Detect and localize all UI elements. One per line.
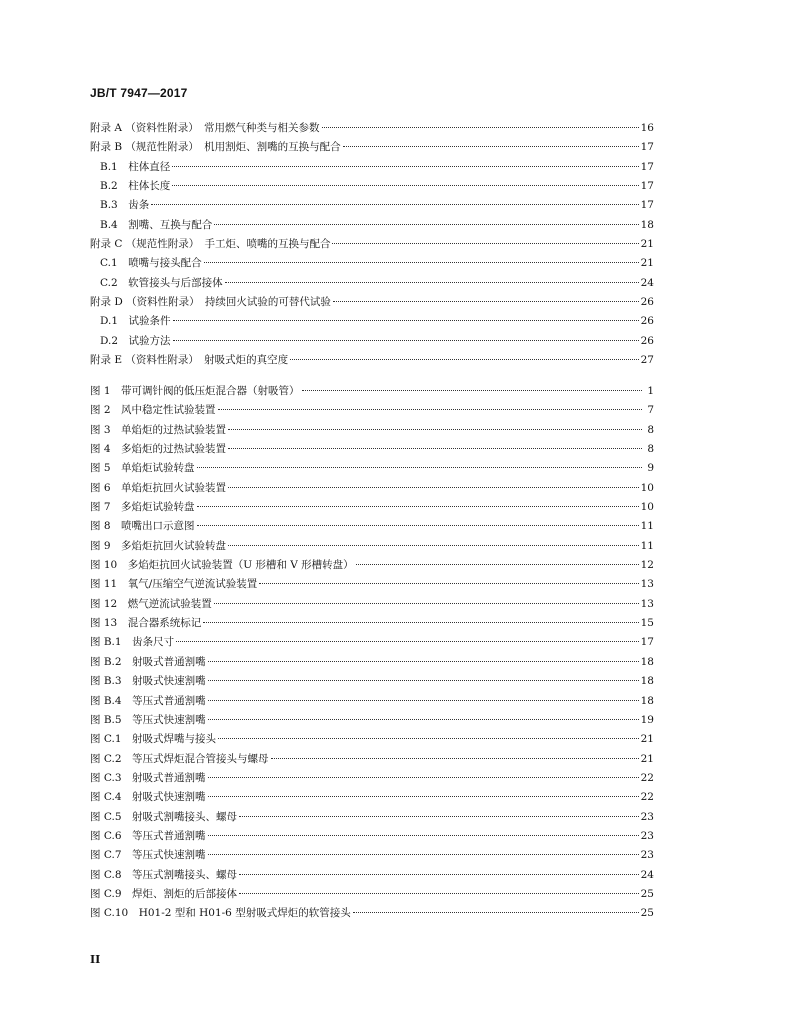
toc-annex-entry[interactable]	[90, 196, 654, 215]
toc-entry-title: 图 9 多焰炬抗回火试验转盘	[90, 539, 227, 552]
toc-figure-entry[interactable]	[90, 459, 654, 478]
toc-entry-title: D.2 试验方法	[100, 334, 171, 347]
toc-entry-title: 图 1 带可调针阀的低压炬混合器（射吸管）	[90, 385, 300, 397]
toc-entry-page: 23	[640, 829, 654, 842]
toc-figure-entry[interactable]	[90, 788, 654, 807]
toc-annex-entry[interactable]	[90, 119, 654, 138]
dot-leader	[356, 564, 639, 565]
toc-entry-title: 图 C.9 焊炬、割炬的后部接体	[90, 887, 238, 900]
dot-leader	[302, 390, 642, 391]
toc-entry-title: 图 C.5 射吸式割嘴接头、螺母	[90, 810, 238, 823]
toc-entry-title: 图 C.7 等压式快速割嘴	[90, 849, 206, 862]
toc-entry-title: 图 12 燃气逆流试验装置	[90, 597, 212, 610]
toc-entry-title: 图 C.6 等压式普通割嘴	[90, 829, 206, 842]
dot-leader	[353, 912, 639, 913]
toc-entry-title: B.2 柱体长度	[100, 180, 171, 193]
toc-entry-page: 26	[640, 334, 654, 347]
toc-figure-entry[interactable]	[90, 595, 654, 614]
dot-leader	[259, 583, 638, 584]
toc-entry-page: 10	[640, 501, 654, 514]
toc-entry-page: 21	[640, 238, 654, 251]
toc-entry-page: 26	[640, 315, 654, 328]
toc-entry-page: 22	[640, 791, 654, 804]
toc-figure-entry[interactable]	[90, 556, 654, 575]
toc-entry-title: 图 11 氧气/压缩空气逆流试验装置	[90, 578, 258, 591]
toc-entry-title: 图 B.2 射吸式普通割嘴	[90, 655, 206, 668]
dot-leader	[172, 185, 638, 186]
toc-entry-title: 图 B.5 等压式快速割嘴	[90, 713, 206, 726]
toc-entry-page: 26	[640, 296, 654, 309]
dot-leader	[197, 467, 642, 468]
toc-entry-title: 图 C.10 H01-2 型和 H01-6 型射吸式焊炬的软管接头	[90, 907, 351, 920]
toc-entry-page: 23	[640, 810, 654, 823]
toc-annex-entry[interactable]	[90, 216, 654, 235]
dot-leader	[214, 603, 639, 604]
toc-entry-title: 图 B.4 等压式普通割嘴	[90, 694, 206, 707]
toc-entry-title: D.1 试验条件	[100, 315, 171, 328]
toc-entry-page: 27	[640, 354, 654, 367]
toc-entry-title: 图 13 混合器系统标记	[90, 617, 202, 630]
toc-annex-entry[interactable]	[90, 158, 654, 177]
dot-leader	[239, 874, 639, 875]
toc-figure-entry[interactable]	[90, 769, 654, 788]
toc-figure-entry[interactable]	[90, 421, 654, 440]
dot-leader	[203, 622, 638, 623]
dot-leader	[228, 448, 642, 449]
toc-figures	[90, 382, 654, 924]
toc-annex-entry[interactable]	[90, 235, 654, 254]
toc-entry-page: 24	[640, 868, 654, 881]
toc-entry-title: 图 B.1 齿条尺寸	[90, 636, 175, 649]
toc-entry-page: 21	[640, 257, 654, 270]
toc-entry-page: 18	[640, 694, 654, 707]
dot-leader	[208, 777, 639, 778]
toc-entry-title: B.3 齿条	[100, 199, 150, 212]
dot-leader	[239, 893, 639, 894]
toc-entry-title: B.4 割嘴、互换与配合	[100, 218, 213, 231]
toc-entry-page: 15	[640, 617, 654, 630]
toc-entry-page: 25	[640, 907, 654, 920]
dot-leader	[208, 835, 639, 836]
toc-annexes	[90, 119, 654, 370]
dot-leader	[290, 359, 639, 360]
toc-entry-title: C.1 喷嘴与接头配合	[100, 257, 202, 270]
toc-entry-page: 12	[640, 559, 654, 572]
toc-figure-entry[interactable]	[90, 517, 654, 536]
dot-leader	[208, 796, 639, 797]
toc-entry-title: 图 C.1 射吸式焊嘴与接头	[90, 733, 217, 746]
dot-leader	[322, 127, 639, 128]
toc-entry-page: 18	[640, 218, 654, 231]
toc-entry-title: 图 C.3 射吸式普通割嘴	[90, 771, 206, 784]
toc-figure-entry[interactable]	[90, 846, 654, 865]
dot-leader	[239, 816, 639, 817]
toc-figure-entry[interactable]	[90, 401, 654, 420]
toc-entry-title: 附录 C （规范性附录） 手工炬、喷嘴的互换与配合	[90, 238, 331, 251]
toc-entry-page: 18	[640, 655, 654, 668]
toc-entry-title: 附录 D （资料性附录） 持续回火试验的可替代试验	[90, 296, 331, 309]
toc-figure-entry[interactable]	[90, 498, 654, 517]
toc-entry-page: 17	[640, 636, 654, 649]
toc-entry-page: 21	[640, 733, 654, 746]
toc-entry-title: 图 B.3 射吸式快速割嘴	[90, 675, 206, 688]
toc-annex-entry[interactable]	[90, 351, 654, 370]
toc-figure-entry[interactable]	[90, 440, 654, 459]
toc-entry-page: 11	[640, 520, 654, 533]
dot-leader	[214, 224, 638, 225]
toc-entry-title: 图 4 多焰炬的过热试验装置	[90, 443, 227, 456]
toc-entry-title: B.1 柱体直径	[100, 160, 171, 173]
dot-leader	[218, 738, 639, 739]
toc-entry-page: 17	[640, 199, 654, 212]
toc-figure-entry[interactable]	[90, 653, 654, 672]
toc-annex-entry[interactable]	[90, 254, 654, 273]
toc-figure-entry[interactable]	[90, 866, 654, 885]
toc-entry-title: 附录 E （资料性附录） 射吸式炬的真空度	[90, 354, 289, 367]
toc-entry-page: 8	[647, 443, 654, 456]
dot-leader	[228, 487, 639, 488]
toc-figure-entry[interactable]	[90, 382, 654, 401]
dot-leader	[218, 409, 642, 410]
toc-figure-entry[interactable]	[90, 575, 654, 594]
dot-leader	[208, 680, 639, 681]
toc-entry-page: 16	[640, 122, 654, 134]
toc-figure-entry[interactable]	[90, 672, 654, 691]
toc-entry-page: 13	[640, 597, 654, 610]
toc-annex-entry[interactable]	[90, 177, 654, 196]
toc-figure-entry[interactable]	[90, 614, 654, 633]
dot-leader	[151, 204, 638, 205]
toc-entry-page: 19	[640, 713, 654, 726]
toc-entry-title: 图 3 单焰炬的过热试验装置	[90, 423, 227, 436]
toc-annex-entry[interactable]	[90, 332, 654, 351]
dot-leader	[208, 719, 639, 720]
toc-entry-page: 25	[640, 887, 654, 900]
toc-entry-page: 21	[640, 752, 654, 765]
toc-entry-page: 18	[640, 675, 654, 688]
toc-entry-page: 13	[640, 578, 654, 591]
dot-leader	[208, 854, 639, 855]
dot-leader	[343, 146, 639, 147]
toc-entry-page: 17	[640, 141, 654, 154]
dot-leader	[333, 301, 639, 302]
toc-entry-title: 图 C.4 射吸式快速割嘴	[90, 791, 206, 804]
toc-entry-title: 图 8 喷嘴出口示意图	[90, 520, 195, 533]
toc-entry-title: 图 7 多焰炬试验转盘	[90, 501, 195, 514]
toc-figure-entry[interactable]	[90, 692, 654, 711]
toc-figure-entry[interactable]	[90, 904, 654, 923]
dot-leader	[271, 758, 639, 759]
toc-entry-title: C.2 软管接头与后部接体	[100, 276, 223, 289]
dot-leader	[197, 506, 639, 507]
toc-figure-entry[interactable]	[90, 633, 654, 652]
toc-annex-entry[interactable]	[90, 138, 654, 157]
toc-entry-page: 17	[640, 180, 654, 193]
dot-leader	[172, 166, 638, 167]
document-header: JB/T 7947—2017	[90, 86, 188, 100]
toc-entry-page: 9	[647, 462, 654, 475]
toc-entry-title: 图 C.2 等压式焊炬混合管接头与螺母	[90, 752, 269, 765]
toc-annex-entry[interactable]	[90, 312, 654, 331]
toc-figure-entry[interactable]	[90, 885, 654, 904]
toc-entry-page: 24	[640, 276, 654, 289]
dot-leader	[197, 525, 639, 526]
toc-figure-entry[interactable]	[90, 479, 654, 498]
toc-figure-entry[interactable]	[90, 750, 654, 769]
toc-entry-title: 图 10 多焰炬抗回火试验装置（U 形槽和 V 形槽转盘）	[90, 559, 354, 572]
toc-figure-entry[interactable]	[90, 730, 654, 749]
dot-leader	[204, 262, 639, 263]
toc-entry-title: 附录 A （资料性附录） 常用燃气种类与相关参数	[90, 122, 320, 134]
toc-entry-page: 10	[640, 481, 654, 494]
toc-figure-entry[interactable]	[90, 827, 654, 846]
toc-entry-title: 图 C.8 等压式割嘴接头、螺母	[90, 868, 238, 881]
toc-entry-page: 8	[647, 423, 654, 436]
dot-leader	[176, 641, 639, 642]
toc-entry-page: 17	[640, 160, 654, 173]
toc-entry-title: 附录 B （规范性附录） 机用割炬、割嘴的互换与配合	[90, 141, 341, 154]
dot-leader	[173, 340, 639, 341]
toc-entry-title: 图 2 风中稳定性试验装置	[90, 404, 216, 417]
toc-entry-page: 23	[640, 849, 654, 862]
toc-figure-entry[interactable]	[90, 537, 654, 556]
toc-annex-entry[interactable]	[90, 293, 654, 312]
dot-leader	[332, 243, 638, 244]
toc-entry-page: 11	[640, 539, 654, 552]
dot-leader	[228, 545, 639, 546]
dot-leader	[228, 429, 642, 430]
toc-entry-page: 1	[647, 385, 654, 397]
toc-figure-entry[interactable]	[90, 808, 654, 827]
toc-figure-entry[interactable]	[90, 711, 654, 730]
toc-entry-title: 图 5 单焰炬试验转盘	[90, 462, 195, 475]
dot-leader	[173, 320, 639, 321]
page-number: II	[90, 953, 101, 966]
dot-leader	[208, 700, 639, 701]
toc-entry-page: 7	[647, 404, 654, 417]
toc-entry-page: 22	[640, 771, 654, 784]
toc-annex-entry[interactable]	[90, 274, 654, 293]
dot-leader	[225, 282, 639, 283]
toc-entry-title: 图 6 单焰炬抗回火试验装置	[90, 481, 227, 494]
dot-leader	[208, 661, 639, 662]
